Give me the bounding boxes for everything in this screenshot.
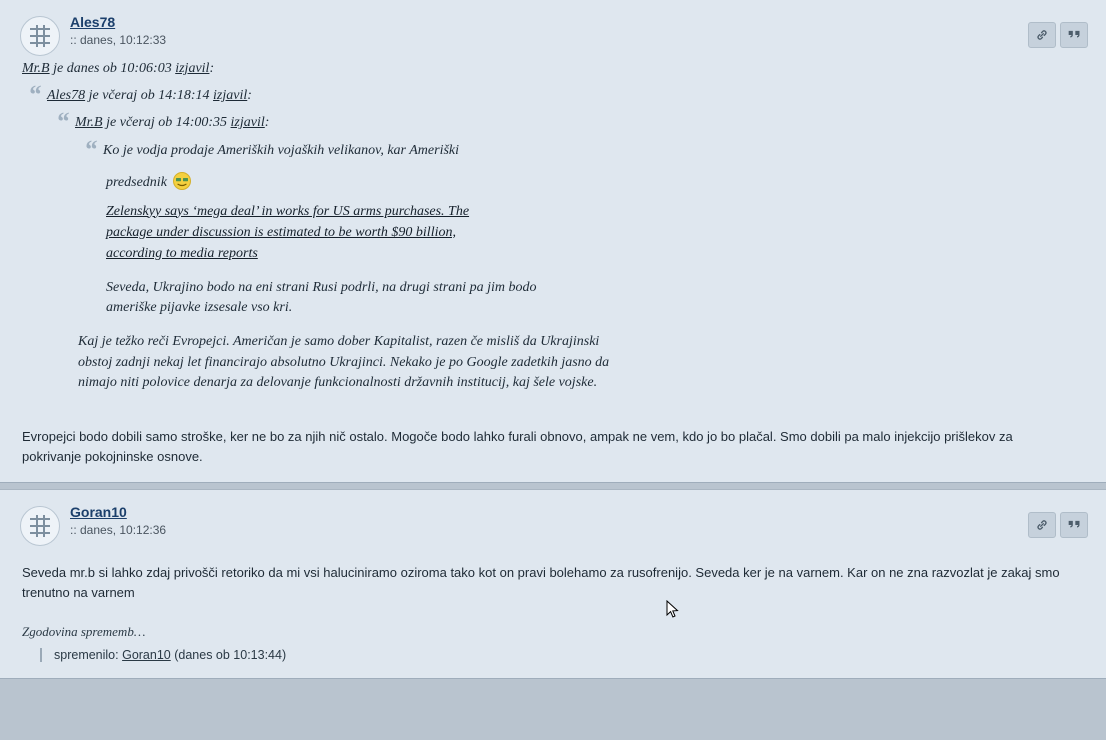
quote-level3-link-row [106,201,506,264]
post-timestamp: :: danes, 10:12:36 [70,523,167,538]
link-icon[interactable] [1028,512,1056,538]
post-header [0,490,1106,541]
quote-intro-level2 [56,107,1086,136]
quote-mark-icon: “ [56,107,69,136]
quote-intro-colon: : [264,115,270,130]
post-actions [1028,512,1088,538]
quote-intro-mid: je včeraj ob 14:18:14 [85,88,214,103]
quote-mark-icon: “ [28,80,41,109]
post-message: Evropejci bodo dobili samo stroške, ker ne bo za njih nič ostalo. Mogoče bodo lahko furali obnovo, ampak ne vem, kdo jo bo plačal. Smo dobili pa malo injekcijo prišlekov za pokrivanje pokojninske osnove. [22,429,1013,464]
quote-level2-paragraph: Kaj je težko reči Evropejci. Američan je samo dober Kapitalist, razen če misliš da Ukrajinski obstoj zadnji nekaj let financirajo absolutno Ukrajinci. Nekako je po Google zadetkih jasno da nimajo niti polovice denarja za delovanje funkcionalnosti državnih institucij, kaj šele vojske. [78,334,610,391]
quote-author-link[interactable]: Mr.B [22,61,50,76]
edit-history-toggle[interactable]: Zgodovina sprememb… [22,624,146,640]
quote-mark-icon: “ [84,135,97,164]
quote-level3-block [84,135,1086,164]
quote-intro-mid: je včeraj ob 14:00:35 [102,115,231,130]
quote-level3-line1: Ko je vodja prodaje Ameriških vojaških velikanov, kar Ameriški [103,143,460,158]
quote-verb-link[interactable]: izjavil [213,88,248,103]
post-body [0,61,1106,482]
quote-verb-link[interactable]: izjavil [175,61,210,76]
quote-icon[interactable] [1060,22,1088,48]
author-name[interactable]: Goran10 [70,504,127,521]
quote-intro-colon: : [209,61,215,76]
quote-intro-colon: : [247,88,252,103]
quote-intro-level1 [28,80,1086,109]
post-message: Seveda mr.b si lahko zdaj privošči retoriko da mi vsi haluciniramo oziroma tako kot on pravi bolehamo za rusofrenijo. Seveda ker je na varnem. Kar on ne zna razvozlat je zakaj smo trenutno na varnem [22,565,1060,600]
edit-history-entry [40,648,1086,662]
post-body [0,563,1106,678]
author-block [70,12,1092,47]
quote-level3-line2-row [106,171,1086,198]
quote-level3-paragraph: Seveda, Ukrajino bodo na eni strani Rusi podrli, na drugi strani pa jim bodo ameriške pijavke izsesale vso kri. [106,279,537,316]
quote-author-link[interactable]: Mr.B [75,115,103,130]
money-face-emoji [172,171,192,198]
edit-history-suffix: (danes ob 10:13:44) [170,648,287,663]
quote-level3-line2: predsednik [106,175,167,191]
quote-intro-level0 [22,61,1086,77]
news-article-link[interactable]: Zelenskyy says ‘mega deal’ in works for US arms purchases. The package under discussion is estimated to be worth $90 billion, according to media reports [106,203,470,261]
post-timestamp: :: danes, 10:12:33 [70,33,167,47]
link-icon[interactable] [1028,22,1056,48]
edit-history-prefix: spremenilo: [54,648,123,663]
author-block [70,502,1092,537]
quote-verb-link[interactable]: izjavil [230,115,265,130]
avatar[interactable] [20,506,60,546]
author-name[interactable]: Ales78 [70,14,116,30]
edit-history-user-link[interactable]: Goran10 [122,648,171,663]
quote-author-link[interactable]: Ales78 [47,88,86,103]
quote-icon[interactable] [1060,512,1088,538]
quote-intro-mid: je danes ob 10:06:03 [49,61,176,76]
avatar[interactable] [20,16,60,56]
post-header [0,0,1106,51]
post-goran10 [0,489,1106,679]
post-actions [1028,22,1088,48]
